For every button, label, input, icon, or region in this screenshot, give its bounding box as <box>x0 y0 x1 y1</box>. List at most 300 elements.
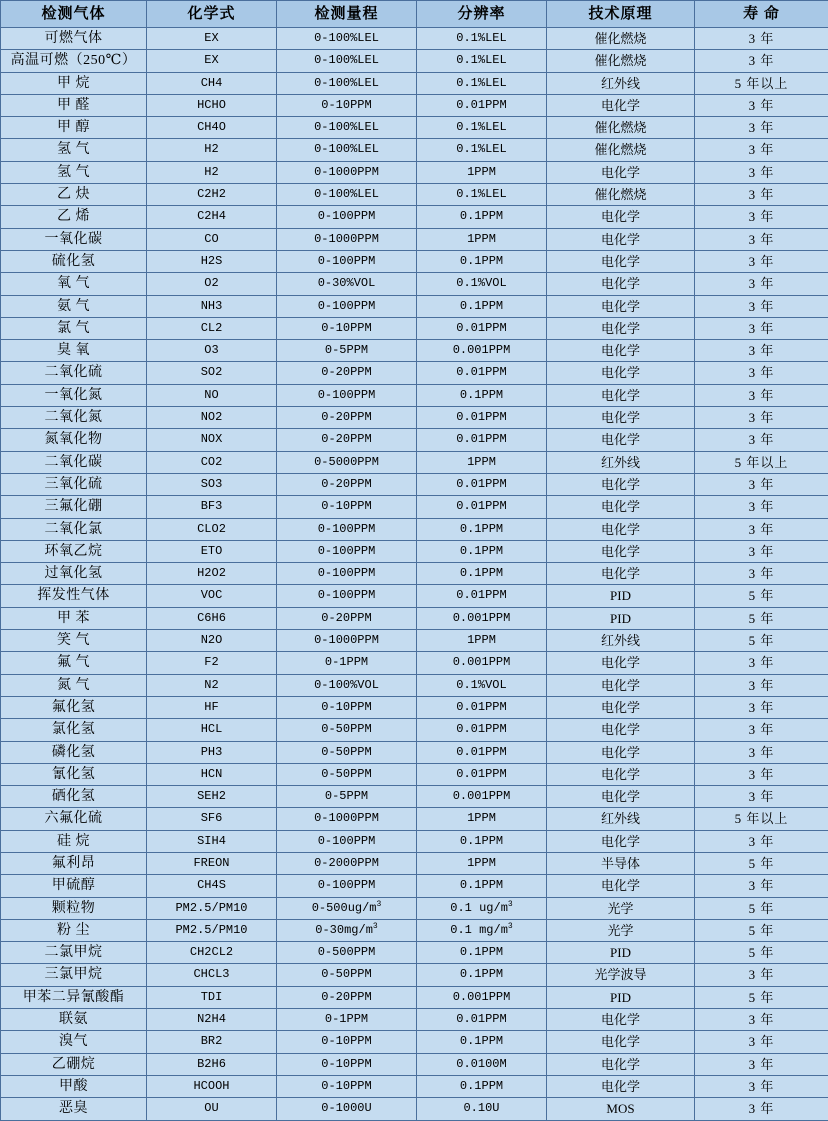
cell-gas-name: 三氯甲烷 <box>1 964 147 986</box>
table-row <box>1 897 828 919</box>
cell-principle: 电化学 <box>547 786 695 808</box>
cell-resolution: 1PPM <box>417 161 547 183</box>
cell-resolution: 0.1PPM <box>417 830 547 852</box>
cell-gas-name: 挥发性气体 <box>1 585 147 607</box>
cell-life: 3 年 <box>695 652 828 674</box>
cell-range: 0-100PPM <box>277 250 417 272</box>
cell-formula: NO <box>147 384 277 406</box>
column-header-principle: 技术原理 <box>547 1 695 28</box>
cell-principle: 光学 <box>547 919 695 941</box>
cell-formula: PH3 <box>147 741 277 763</box>
cell-resolution: 0.1PPM <box>417 206 547 228</box>
cell-gas-name: 二氯甲烷 <box>1 942 147 964</box>
cell-range: 0-100%LEL <box>277 117 417 139</box>
cell-gas-name: 氨 气 <box>1 295 147 317</box>
cell-principle: 光学 <box>547 897 695 919</box>
cell-resolution: 0.001PPM <box>417 986 547 1008</box>
table-row <box>1 1098 828 1120</box>
cell-range: 0-100PPM <box>277 295 417 317</box>
cell-range: 0-100%LEL <box>277 50 417 72</box>
cell-gas-name: 甲 醇 <box>1 117 147 139</box>
table-row <box>1 317 828 339</box>
cell-principle: 红外线 <box>547 630 695 652</box>
table-row <box>1 228 828 250</box>
cell-resolution: 0.01PPM <box>417 362 547 384</box>
cell-life: 5 年以上 <box>695 808 828 830</box>
cell-resolution: 0.0100M <box>417 1053 547 1075</box>
table-row <box>1 786 828 808</box>
cell-life: 3 年 <box>695 250 828 272</box>
cell-range: 0-100PPM <box>277 875 417 897</box>
cell-gas-name: 联氨 <box>1 1009 147 1031</box>
cell-resolution: 0.1PPM <box>417 518 547 540</box>
cell-principle: 催化燃烧 <box>547 117 695 139</box>
cell-formula: H2 <box>147 161 277 183</box>
cell-resolution: 0.001PPM <box>417 786 547 808</box>
cell-formula: O3 <box>147 340 277 362</box>
cell-range: 0-100%LEL <box>277 139 417 161</box>
cell-principle: 催化燃烧 <box>547 184 695 206</box>
cell-formula: SEH2 <box>147 786 277 808</box>
cell-range: 0-10PPM <box>277 1053 417 1075</box>
cell-gas-name: 氢 气 <box>1 139 147 161</box>
cell-resolution: 0.01PPM <box>417 696 547 718</box>
cell-life: 5 年以上 <box>695 72 828 94</box>
cell-resolution: 0.001PPM <box>417 652 547 674</box>
cell-resolution: 0.01PPM <box>417 719 547 741</box>
cell-formula: HCN <box>147 763 277 785</box>
cell-principle: 红外线 <box>547 808 695 830</box>
cell-gas-name: 硫化氢 <box>1 250 147 272</box>
cell-life: 3 年 <box>695 1075 828 1097</box>
table-row <box>1 674 828 696</box>
cell-resolution: 0.01PPM <box>417 429 547 451</box>
column-header-resolution: 分辨率 <box>417 1 547 28</box>
cell-formula: ETO <box>147 540 277 562</box>
cell-gas-name: 甲 苯 <box>1 607 147 629</box>
cell-range: 0-5PPM <box>277 340 417 362</box>
cell-gas-name: 氮氧化物 <box>1 429 147 451</box>
cell-formula: EX <box>147 50 277 72</box>
cell-gas-name: 氟利昂 <box>1 852 147 874</box>
column-header-gas: 检测气体 <box>1 1 147 28</box>
cell-life: 3 年 <box>695 719 828 741</box>
table-row <box>1 1053 828 1075</box>
cell-gas-name: 硒化氢 <box>1 786 147 808</box>
cell-principle: 电化学 <box>547 652 695 674</box>
cell-principle: 电化学 <box>547 1053 695 1075</box>
cell-life: 3 年 <box>695 875 828 897</box>
cell-gas-name: 氟化氢 <box>1 696 147 718</box>
cell-range: 0-30%VOL <box>277 273 417 295</box>
cell-principle: 电化学 <box>547 273 695 295</box>
cell-resolution: 0.1PPM <box>417 1031 547 1053</box>
cell-life: 5 年 <box>695 852 828 874</box>
cell-resolution: 0.1%VOL <box>417 273 547 295</box>
cell-resolution: 1PPM <box>417 852 547 874</box>
cell-formula: H2O2 <box>147 563 277 585</box>
cell-life: 3 年 <box>695 228 828 250</box>
cell-principle: 电化学 <box>547 563 695 585</box>
cell-formula: NOX <box>147 429 277 451</box>
cell-life: 3 年 <box>695 473 828 495</box>
cell-gas-name: 三氟化硼 <box>1 496 147 518</box>
table-row <box>1 273 828 295</box>
cell-resolution: 0.01PPM <box>417 1009 547 1031</box>
cell-formula: HCL <box>147 719 277 741</box>
table-row <box>1 94 828 116</box>
cell-range: 0-100PPM <box>277 585 417 607</box>
cell-principle: 电化学 <box>547 473 695 495</box>
cell-formula: BR2 <box>147 1031 277 1053</box>
cell-gas-name: 臭 氧 <box>1 340 147 362</box>
table-row <box>1 139 828 161</box>
table-row <box>1 696 828 718</box>
cell-resolution: 0.1%LEL <box>417 117 547 139</box>
cell-range: 0-100PPM <box>277 830 417 852</box>
cell-formula: NH3 <box>147 295 277 317</box>
cell-resolution: 1PPM <box>417 808 547 830</box>
table-row <box>1 384 828 406</box>
column-header-range: 检测量程 <box>277 1 417 28</box>
cell-gas-name: 二氧化氮 <box>1 407 147 429</box>
cell-formula: SIH4 <box>147 830 277 852</box>
cell-life: 3 年 <box>695 830 828 852</box>
cell-resolution: 0.001PPM <box>417 607 547 629</box>
cell-formula: SO3 <box>147 473 277 495</box>
cell-gas-name: 环氧乙烷 <box>1 540 147 562</box>
table-row <box>1 1009 828 1031</box>
cell-resolution: 0.01PPM <box>417 407 547 429</box>
cell-life: 5 年 <box>695 630 828 652</box>
cell-life: 3 年 <box>695 763 828 785</box>
table-row <box>1 340 828 362</box>
cell-life: 3 年 <box>695 1009 828 1031</box>
cell-life: 5 年 <box>695 607 828 629</box>
cell-life: 3 年 <box>695 786 828 808</box>
cell-principle: 电化学 <box>547 719 695 741</box>
cell-resolution: 0.1%LEL <box>417 139 547 161</box>
cell-principle: 电化学 <box>547 340 695 362</box>
cell-principle: 电化学 <box>547 1031 695 1053</box>
cell-principle: 电化学 <box>547 1009 695 1031</box>
table-row <box>1 585 828 607</box>
cell-principle: 电化学 <box>547 161 695 183</box>
cell-resolution: 0.1%LEL <box>417 72 547 94</box>
cell-formula: SF6 <box>147 808 277 830</box>
table-row <box>1 763 828 785</box>
cell-range: 0-20PPM <box>277 362 417 384</box>
cell-resolution: 0.1PPM <box>417 250 547 272</box>
cell-principle: 催化燃烧 <box>547 28 695 50</box>
cell-life: 3 年 <box>695 518 828 540</box>
cell-life: 5 年 <box>695 919 828 941</box>
cell-gas-name: 高温可燃（250℃） <box>1 50 147 72</box>
cell-principle: 红外线 <box>547 72 695 94</box>
cell-range: 0-2000PPM <box>277 852 417 874</box>
cell-formula: F2 <box>147 652 277 674</box>
cell-principle: 电化学 <box>547 384 695 406</box>
cell-gas-name: 氯 气 <box>1 317 147 339</box>
cell-life: 5 年 <box>695 585 828 607</box>
table-row <box>1 630 828 652</box>
table-header-row <box>1 1 828 28</box>
cell-life: 3 年 <box>695 273 828 295</box>
cell-range: 0-100PPM <box>277 563 417 585</box>
cell-range: 0-10PPM <box>277 696 417 718</box>
cell-formula: N2O <box>147 630 277 652</box>
cell-gas-name: 一氧化氮 <box>1 384 147 406</box>
cell-life: 3 年 <box>695 117 828 139</box>
cell-formula: PM2.5/PM10 <box>147 919 277 941</box>
cell-principle: 半导体 <box>547 852 695 874</box>
cell-principle: 催化燃烧 <box>547 139 695 161</box>
cell-principle: 电化学 <box>547 362 695 384</box>
cell-range: 0-50PPM <box>277 741 417 763</box>
table-row <box>1 919 828 941</box>
cell-resolution: 0.1PPM <box>417 942 547 964</box>
cell-life: 3 年 <box>695 563 828 585</box>
cell-principle: PID <box>547 585 695 607</box>
cell-range: 0-1PPM <box>277 1009 417 1031</box>
cell-formula: O2 <box>147 273 277 295</box>
cell-range: 0-100PPM <box>277 384 417 406</box>
cell-resolution: 0.1%LEL <box>417 50 547 72</box>
cell-resolution: 0.01PPM <box>417 741 547 763</box>
table-row <box>1 161 828 183</box>
cell-resolution: 1PPM <box>417 451 547 473</box>
cell-life: 5 年 <box>695 986 828 1008</box>
cell-formula: HF <box>147 696 277 718</box>
cell-range: 0-50PPM <box>277 763 417 785</box>
cell-gas-name: 甲苯二异氰酸酯 <box>1 986 147 1008</box>
table-row <box>1 429 828 451</box>
table-row <box>1 986 828 1008</box>
table-row <box>1 473 828 495</box>
table-row <box>1 496 828 518</box>
cell-resolution: 0.1PPM <box>417 540 547 562</box>
cell-principle: 光学波导 <box>547 964 695 986</box>
cell-life: 5 年 <box>695 942 828 964</box>
cell-resolution: 0.01PPM <box>417 585 547 607</box>
cell-resolution: 0.1 $ug/m^3$ <box>417 897 547 919</box>
column-header-life: 寿 命 <box>695 1 828 28</box>
cell-life: 3 年 <box>695 1053 828 1075</box>
cell-range: 0-5PPM <box>277 786 417 808</box>
cell-range: 0-20PPM <box>277 986 417 1008</box>
cell-range: 0-50PPM <box>277 964 417 986</box>
cell-resolution: 0.1 $mg/m^3$ <box>417 919 547 941</box>
cell-formula: H2S <box>147 250 277 272</box>
cell-principle: 红外线 <box>547 451 695 473</box>
cell-resolution: 0.1PPM <box>417 295 547 317</box>
cell-range: 0-500PPM <box>277 942 417 964</box>
cell-range: 0-10PPM <box>277 1031 417 1053</box>
cell-resolution: 0.01PPM <box>417 94 547 116</box>
cell-formula: H2 <box>147 139 277 161</box>
cell-resolution: 0.01PPM <box>417 496 547 518</box>
cell-range: 0-10PPM <box>277 317 417 339</box>
cell-formula: CLO2 <box>147 518 277 540</box>
cell-formula: CO2 <box>147 451 277 473</box>
cell-formula: C2H2 <box>147 184 277 206</box>
cell-resolution: 0.01PPM <box>417 473 547 495</box>
cell-gas-name: 恶臭 <box>1 1098 147 1120</box>
cell-gas-name: 二氧化碳 <box>1 451 147 473</box>
cell-principle: 催化燃烧 <box>547 50 695 72</box>
table-row <box>1 72 828 94</box>
cell-resolution: 0.1%LEL <box>417 28 547 50</box>
cell-resolution: 0.01PPM <box>417 317 547 339</box>
cell-range: 0-1000U <box>277 1098 417 1120</box>
cell-gas-name: 乙 炔 <box>1 184 147 206</box>
cell-formula: C6H6 <box>147 607 277 629</box>
cell-gas-name: 二氧化氯 <box>1 518 147 540</box>
cell-range: 0-1000PPM <box>277 161 417 183</box>
cell-principle: PID <box>547 942 695 964</box>
table-row <box>1 28 828 50</box>
cell-gas-name: 过氧化氢 <box>1 563 147 585</box>
table-row <box>1 451 828 473</box>
cell-life: 3 年 <box>695 696 828 718</box>
cell-principle: 电化学 <box>547 295 695 317</box>
table-row <box>1 117 828 139</box>
cell-principle: 电化学 <box>547 696 695 718</box>
cell-formula: CH4O <box>147 117 277 139</box>
cell-life: 3 年 <box>695 184 828 206</box>
cell-resolution: 0.1PPM <box>417 1075 547 1097</box>
cell-principle: 电化学 <box>547 518 695 540</box>
cell-formula: N2H4 <box>147 1009 277 1031</box>
cell-life: 3 年 <box>695 340 828 362</box>
cell-range: 0-1000PPM <box>277 630 417 652</box>
cell-gas-name: 氟 气 <box>1 652 147 674</box>
cell-gas-name: 甲硫醇 <box>1 875 147 897</box>
table-row <box>1 518 828 540</box>
cell-gas-name: 溴气 <box>1 1031 147 1053</box>
cell-resolution: 0.1PPM <box>417 875 547 897</box>
cell-formula: B2H6 <box>147 1053 277 1075</box>
column-header-formula: 化学式 <box>147 1 277 28</box>
cell-life: 5 年 <box>695 897 828 919</box>
table-row <box>1 540 828 562</box>
cell-principle: 电化学 <box>547 830 695 852</box>
table-row <box>1 741 828 763</box>
cell-resolution: 0.1PPM <box>417 563 547 585</box>
cell-gas-name: 甲酸 <box>1 1075 147 1097</box>
cell-resolution: 0.1%VOL <box>417 674 547 696</box>
cell-formula: CO <box>147 228 277 250</box>
table-row <box>1 184 828 206</box>
cell-formula: CHCL3 <box>147 964 277 986</box>
cell-resolution: 0.1PPM <box>417 384 547 406</box>
cell-gas-name: 磷化氢 <box>1 741 147 763</box>
table-row <box>1 295 828 317</box>
cell-formula: C2H4 <box>147 206 277 228</box>
cell-resolution: 0.10U <box>417 1098 547 1120</box>
cell-life: 3 年 <box>695 496 828 518</box>
cell-life: 3 年 <box>695 741 828 763</box>
table-row <box>1 875 828 897</box>
cell-range: 0-50PPM <box>277 719 417 741</box>
cell-principle: PID <box>547 986 695 1008</box>
cell-gas-name: 颗粒物 <box>1 897 147 919</box>
cell-principle: 电化学 <box>547 1075 695 1097</box>
cell-formula: OU <box>147 1098 277 1120</box>
table-row <box>1 808 828 830</box>
table-row <box>1 964 828 986</box>
cell-formula: HCHO <box>147 94 277 116</box>
cell-formula: FREON <box>147 852 277 874</box>
cell-principle: 电化学 <box>547 496 695 518</box>
cell-principle: 电化学 <box>547 250 695 272</box>
cell-range: 0-1PPM <box>277 652 417 674</box>
cell-principle: 电化学 <box>547 875 695 897</box>
cell-formula: TDI <box>147 986 277 1008</box>
cell-gas-name: 甲 醛 <box>1 94 147 116</box>
cell-life: 3 年 <box>695 964 828 986</box>
table-row <box>1 719 828 741</box>
cell-gas-name: 甲 烷 <box>1 72 147 94</box>
cell-life: 3 年 <box>695 1031 828 1053</box>
cell-principle: 电化学 <box>547 429 695 451</box>
cell-range: 0-100%LEL <box>277 72 417 94</box>
cell-range: 0-20PPM <box>277 429 417 451</box>
cell-gas-name: 氢 气 <box>1 161 147 183</box>
cell-gas-name: 笑 气 <box>1 630 147 652</box>
cell-gas-name: 乙硼烷 <box>1 1053 147 1075</box>
cell-gas-name: 氮 气 <box>1 674 147 696</box>
table-row <box>1 1075 828 1097</box>
cell-range: 0-10PPM <box>277 496 417 518</box>
cell-life: 3 年 <box>695 94 828 116</box>
cell-life: 3 年 <box>695 161 828 183</box>
cell-resolution: 0.1%LEL <box>417 184 547 206</box>
cell-formula: CL2 <box>147 317 277 339</box>
cell-formula: CH2CL2 <box>147 942 277 964</box>
cell-life: 3 年 <box>695 317 828 339</box>
cell-gas-name: 三氧化硫 <box>1 473 147 495</box>
table-row <box>1 250 828 272</box>
table-row <box>1 50 828 72</box>
cell-formula: NO2 <box>147 407 277 429</box>
cell-principle: 电化学 <box>547 763 695 785</box>
cell-gas-name: 乙 烯 <box>1 206 147 228</box>
cell-range: 0-5000PPM <box>277 451 417 473</box>
table-row <box>1 362 828 384</box>
cell-principle: 电化学 <box>547 317 695 339</box>
cell-range: 0-100PPM <box>277 540 417 562</box>
table-row <box>1 407 828 429</box>
cell-range: 0-100PPM <box>277 518 417 540</box>
cell-formula: HCOOH <box>147 1075 277 1097</box>
cell-gas-name: 二氧化硫 <box>1 362 147 384</box>
cell-range: $0-500ug/m^3$ <box>277 897 417 919</box>
cell-formula: VOC <box>147 585 277 607</box>
table-row <box>1 652 828 674</box>
cell-life: 3 年 <box>695 429 828 451</box>
cell-range: 0-20PPM <box>277 607 417 629</box>
cell-gas-name: 硅 烷 <box>1 830 147 852</box>
cell-principle: 电化学 <box>547 741 695 763</box>
cell-principle: 电化学 <box>547 206 695 228</box>
cell-life: 3 年 <box>695 384 828 406</box>
cell-life: 3 年 <box>695 540 828 562</box>
cell-gas-name: 氧 气 <box>1 273 147 295</box>
table-row <box>1 942 828 964</box>
table-row <box>1 852 828 874</box>
cell-principle: 电化学 <box>547 228 695 250</box>
